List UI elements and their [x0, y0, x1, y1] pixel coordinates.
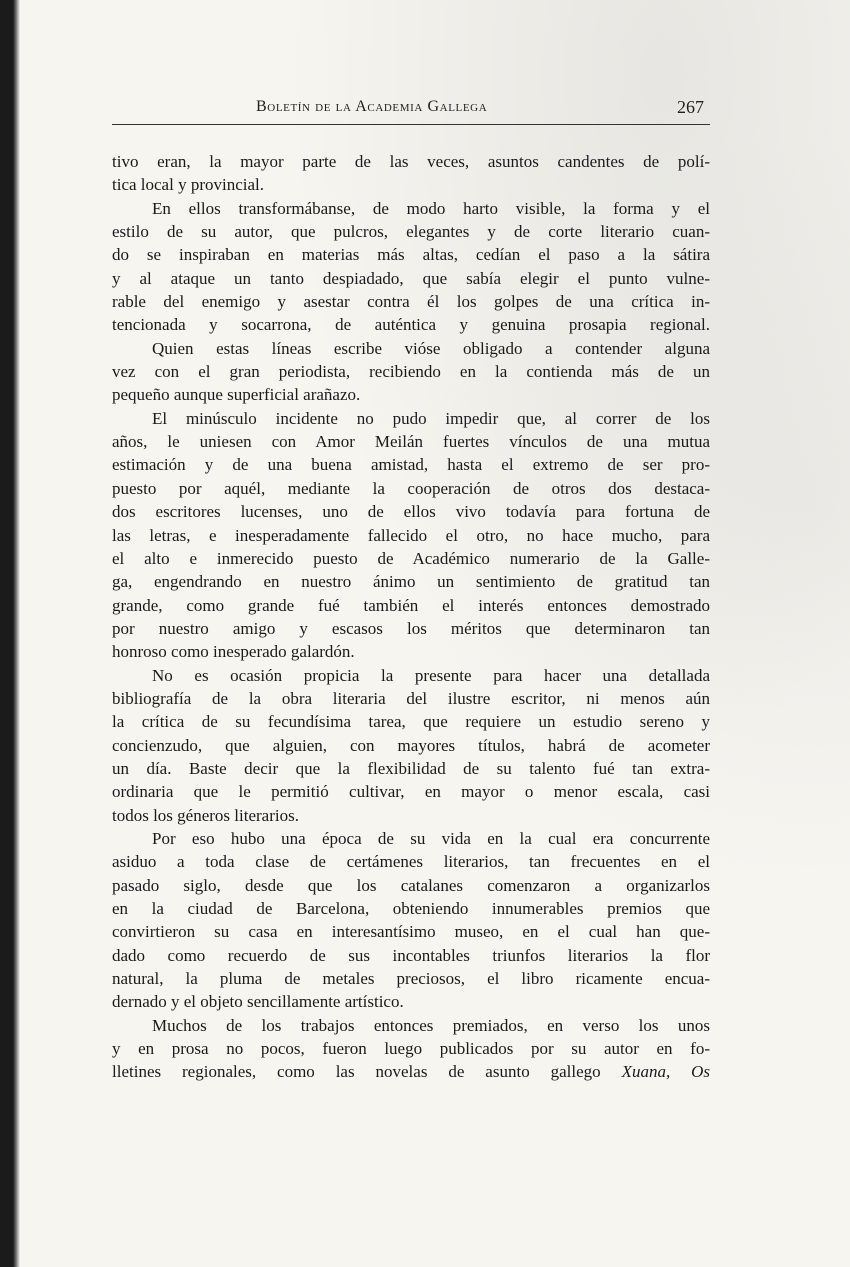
text-line-content: concienzudo, que alguien, con mayores títulos, habrá de acometer: [112, 735, 710, 755]
italic-title: Xuana, Os: [621, 1062, 711, 1082]
text-line: [112, 850, 710, 873]
text-line: [112, 664, 710, 687]
text-line: [112, 1037, 710, 1060]
text-line-content: convirtieron su casa en interesantísimo museo, en el cual han que-: [112, 922, 710, 942]
text-line-content: lletines regionales, como las novelas de asunto gallego: [112, 1062, 601, 1082]
text-line: [112, 453, 710, 476]
text-line-content: por nuestro amigo y escasos los méritos que determinaron tan: [112, 618, 710, 638]
text-line-content: estimación y de una buena amistad, hasta el extremo de ser pro-: [112, 455, 710, 475]
text-line: [112, 547, 710, 570]
text-line-content: bibliografía de la obra literaria del ilustre escritor, ni menos aún: [112, 688, 710, 708]
text-line-content: ordinaria que le permitió cultivar, en mayor o menor escala, casi: [112, 782, 710, 802]
text-line-content: en la ciudad de Barcelona, obteniendo innumerables premios que: [112, 899, 710, 918]
text-line: [112, 757, 710, 780]
text-line: [112, 360, 710, 383]
text-line: [112, 687, 710, 710]
text-line-content: puesto por aquél, mediante la cooperación de otros dos destaca-: [112, 478, 710, 498]
text-line-content: honroso como inesperado galardón.: [112, 642, 355, 662]
text-line-content: pequeño aunque superficial arañazo.: [112, 385, 361, 405]
text-line-content: En ellos transformábanse, de modo harto visible, la forma y el: [152, 198, 710, 218]
page-number: 267: [677, 97, 704, 117]
text-line-content: dado como recuerdo de sus incontables triunfos literarios la flor: [112, 945, 710, 965]
text-line-content: No es ocasión propicia la presente para hacer una detallada: [152, 665, 710, 685]
text-line-content: tencionada y socarrona, de auténtica y genuina prosapia regional.: [112, 315, 710, 335]
text-line-content: el alto e inmerecido puesto de Académico numerario de la Galle-: [112, 548, 710, 568]
text-line-content: do se inspiraban en materias más altas, cedían el paso a la sátira: [112, 245, 710, 265]
text-line-content: estilo de su autor, que pulcros, elegantes y de corte literario cuan-: [112, 222, 710, 242]
text-line: [112, 920, 710, 943]
text-line: [112, 1014, 710, 1037]
text-line: [112, 337, 710, 360]
text-line: [112, 1060, 710, 1083]
text-line: [112, 944, 710, 967]
text-line-content: El minúsculo incidente no pudo impedir que, al correr de los: [152, 408, 710, 428]
text-line-content: Quien estas líneas escribe vióse obligado a contender alguna: [152, 338, 710, 358]
text-line: [112, 524, 710, 547]
text-line-content: natural, la pluma de metales preciosos, el libro ricamente encua-: [112, 969, 710, 989]
text-line: [112, 990, 710, 1013]
text-line: [112, 430, 710, 453]
text-line: [112, 267, 710, 290]
text-line-content: dos escritores lucenses, uno de ellos vivo todavía para fortuna de: [112, 502, 710, 522]
text-line-content: rable del enemigo y asestar contra él los golpes de una crítica in-: [112, 292, 710, 312]
text-line-content: tica local y provincial.: [112, 175, 264, 195]
text-line: [112, 570, 710, 593]
text-line: [112, 710, 710, 733]
text-line: [112, 827, 710, 850]
text-line: [112, 500, 710, 523]
text-line: [112, 874, 710, 897]
text-line-content: ga, engendrando en nuestro ánimo un sentimiento de gratitud tan: [112, 572, 710, 592]
text-line: [112, 640, 710, 663]
text-line-content: un día. Baste decir que la flexibilidad de su talento fué tan extra-: [112, 758, 710, 778]
text-line: [112, 173, 710, 196]
text-line-content: pasado siglo, desde que los catalanes comenzaron a organizarlos: [112, 875, 710, 895]
body-text: [112, 150, 710, 1084]
header-rule: [112, 124, 710, 125]
text-line-content: vez con el gran periodista, recibiendo en la contienda más de un: [112, 362, 710, 382]
text-line: [112, 150, 710, 173]
text-line: [112, 734, 710, 757]
text-line-content: Muchos de los trabajos entonces premiados, en verso los unos: [152, 1015, 710, 1035]
book-binding-shadow: [0, 0, 20, 1267]
text-line: [112, 804, 710, 827]
text-line-content: todos los géneros literarios.: [112, 805, 299, 825]
text-line: [112, 617, 710, 640]
text-line-content: grande, como grande fué también el interés entonces demostrado: [112, 595, 710, 615]
text-line: [112, 313, 710, 336]
text-line: [112, 780, 710, 803]
text-line: [112, 407, 710, 430]
text-line: [112, 967, 710, 990]
text-line-content: Por eso hubo una época de su vida en la cual era concurrente: [152, 828, 710, 848]
text-line-content: y al ataque un tanto despiadado, que sabía elegir el punto vulne-: [112, 268, 710, 288]
text-line: [112, 290, 710, 313]
text-line: [112, 897, 710, 920]
text-line-content: las letras, e inesperadamente fallecido el otro, no hace mucho, para: [112, 525, 710, 545]
text-line: [112, 197, 710, 220]
text-line-content: tivo eran, la mayor parte de las veces, asuntos candentes de polí-: [112, 152, 710, 171]
page-header: [112, 94, 710, 124]
text-line-content: y en prosa no pocos, fueron luego publicados por su autor en fo-: [112, 1039, 710, 1059]
text-line-content: la crítica de su fecundísima tarea, que requiere un estudio sereno y: [112, 712, 710, 732]
text-line: [112, 383, 710, 406]
text-line-content: asiduo a toda clase de certámenes literarios, tan frecuentes en el: [112, 852, 710, 872]
text-line: [112, 220, 710, 243]
text-line-content: dernado y el objeto sencillamente artístico.: [112, 992, 404, 1012]
text-line-content: años, le uniesen con Amor Meilán fuertes vínculos de una mutua: [112, 432, 710, 452]
text-line: [112, 594, 710, 617]
text-line: [112, 243, 710, 266]
running-title: Boletín de la Academia Gallega: [256, 98, 488, 115]
text-line: [112, 477, 710, 500]
